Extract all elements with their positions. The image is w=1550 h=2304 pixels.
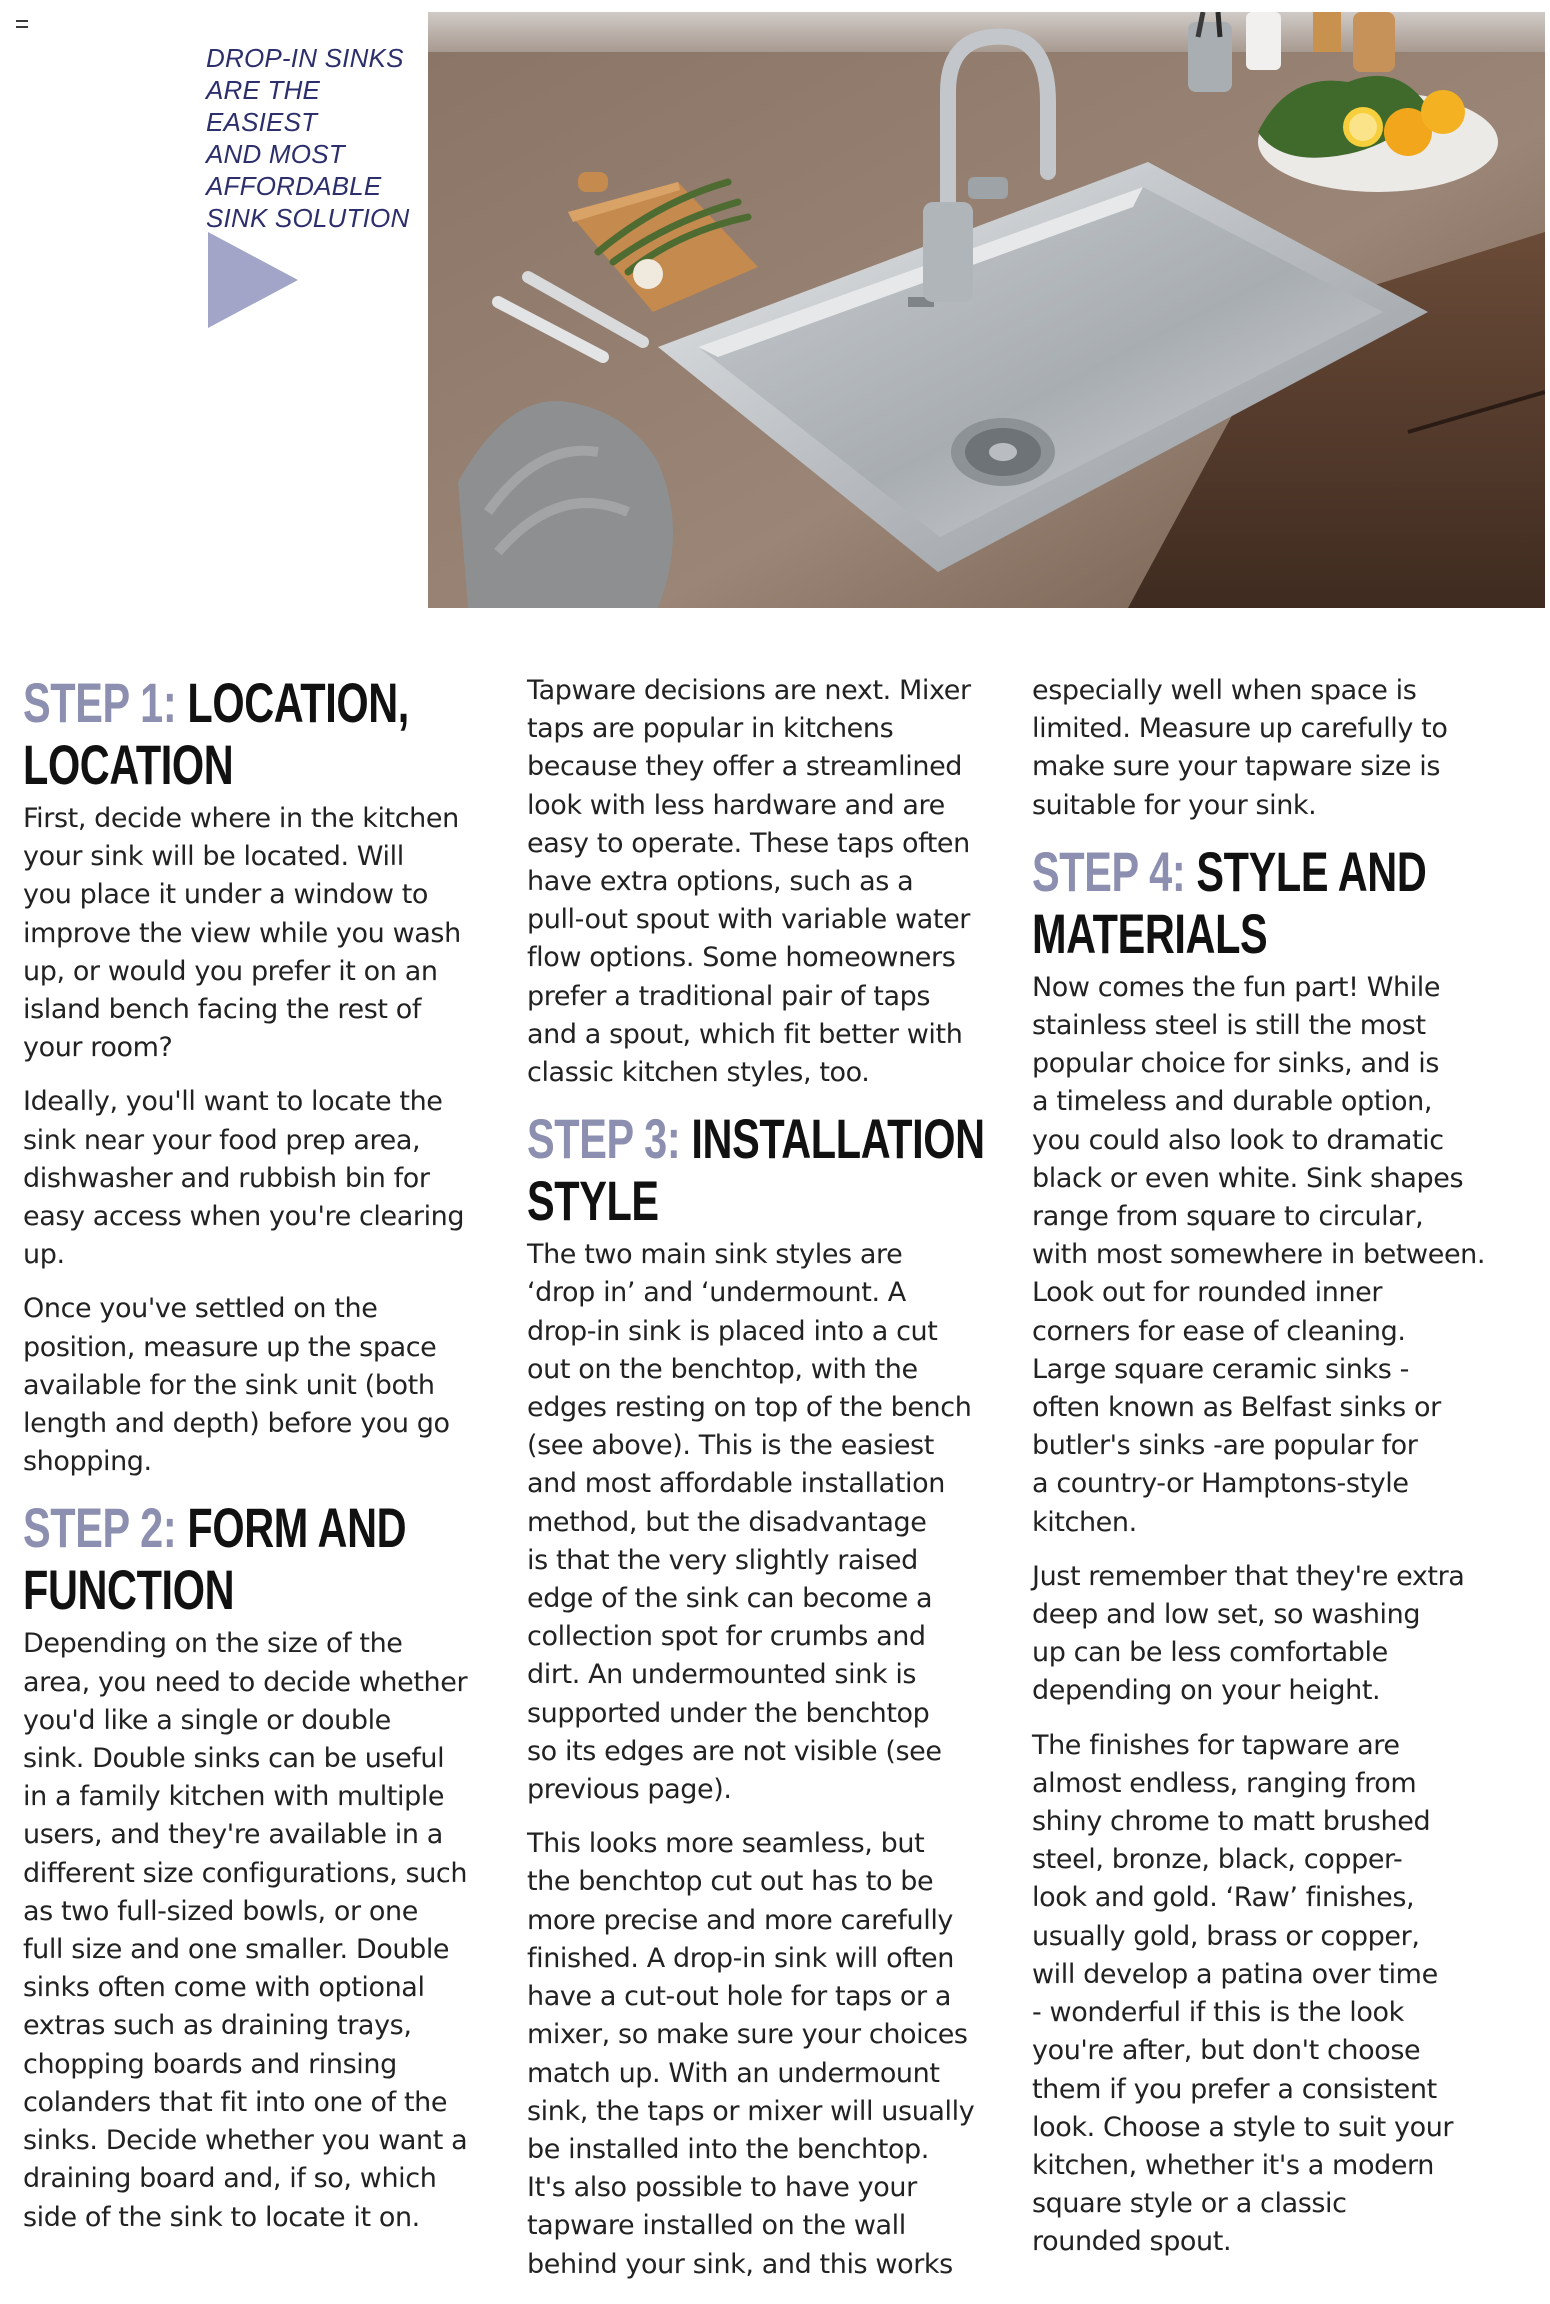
step-title: FUNCTION — [23, 1558, 235, 1622]
column-2 — [527, 672, 1012, 2300]
text-line: ‘drop in’ and ‘undermount. A — [527, 1277, 906, 1309]
text-line: deep and low set, so washing — [1032, 1599, 1421, 1631]
column-1 — [23, 672, 495, 2253]
play-arrow-icon — [206, 230, 301, 330]
step-2-heading — [23, 1497, 495, 1621]
text-line: kitchen, whether it's a modern — [1032, 2149, 1434, 2181]
text-line: different size configurations, such — [23, 1857, 468, 1889]
text-line: steel, bronze, black, copper- — [1032, 1844, 1403, 1876]
text-line: them if you prefer a consistent — [1032, 2073, 1437, 2105]
text-line: It's also possible to have your — [527, 2172, 917, 2204]
text-line: flow options. Some homeowners — [527, 942, 956, 974]
paragraph — [1032, 969, 1527, 1542]
text-line: pull-out spout with variable water — [527, 904, 971, 936]
paragraph — [527, 672, 1012, 1092]
photo-caption — [206, 42, 426, 234]
text-line: usually gold, brass or copper, — [1032, 1920, 1420, 1952]
step-1-heading — [23, 672, 495, 796]
step-4-heading — [1032, 841, 1527, 965]
text-line: shopping. — [23, 1446, 152, 1478]
text-line: This looks more seamless, but — [527, 1828, 925, 1860]
text-line: Once you've settled on the — [23, 1293, 378, 1325]
text-line: length and depth) before you go — [23, 1408, 450, 1440]
text-line: popular choice for sinks, and is — [1032, 1048, 1440, 1080]
text-line: the benchtop cut out has to be — [527, 1866, 934, 1898]
paragraph — [1032, 1727, 1527, 2262]
text-line: collection spot for crumbs and — [527, 1621, 926, 1653]
text-line: full size and one smaller. Double — [23, 1934, 450, 1966]
text-line: is that the very slightly raised — [527, 1544, 918, 1576]
text-line: as two full-sized bowls, or one — [23, 1895, 418, 1927]
paragraph — [23, 800, 495, 1067]
text-line: butler's sinks -are popular for — [1032, 1430, 1418, 1462]
text-line: you place it under a window to — [23, 879, 428, 911]
text-line: and most affordable installation — [527, 1468, 945, 1500]
paragraph — [23, 1290, 495, 1481]
text-line: available for the sink unit (both — [23, 1369, 435, 1401]
text-line: chopping boards and rinsing — [23, 2048, 397, 2080]
paragraph — [23, 1625, 495, 2236]
text-line: users, and they're available in a — [23, 1819, 443, 1851]
text-line: dirt. An undermounted sink is — [527, 1659, 917, 1691]
step-title: INSTALLATION — [691, 1107, 985, 1171]
text-line: sinks often come with optional — [23, 1972, 425, 2004]
text-line: improve the view while you wash — [23, 917, 461, 949]
text-line: sink. Double sinks can be useful — [23, 1743, 445, 1775]
step-title: FORM AND — [187, 1496, 407, 1560]
text-line: easy to operate. These taps often — [527, 827, 970, 859]
text-line: Depending on the size of the — [23, 1628, 403, 1660]
text-line: your sink will be located. Will — [23, 841, 404, 873]
text-line: often known as Belfast sinks or — [1032, 1392, 1441, 1424]
step-3-heading — [527, 1108, 1012, 1232]
text-line: up can be less comfortable — [1032, 1637, 1388, 1669]
text-line: more precise and more carefully — [527, 1904, 953, 1936]
text-line: look. Choose a style to suit your — [1032, 2111, 1454, 2143]
text-line: extras such as draining trays, — [23, 2010, 412, 2042]
text-line: method, but the disadvantage — [527, 1506, 927, 1538]
text-line: tapware installed on the wall — [527, 2210, 906, 2242]
text-line: rounded spout. — [1032, 2226, 1232, 2258]
text-line: supported under the benchtop — [527, 1697, 930, 1729]
text-line: The two main sink styles are — [527, 1239, 903, 1271]
text-line: drop-in sink is placed into a cut — [527, 1315, 938, 1347]
text-line: previous page). — [527, 1774, 732, 1806]
text-line: colanders that fit into one of the — [23, 2086, 448, 2118]
text-line: have extra options, such as a — [527, 866, 914, 898]
step-title: STYLE — [527, 1169, 659, 1233]
text-line: Large square ceramic sinks - — [1032, 1353, 1409, 1385]
caption-line: ARE THE EASIEST — [206, 75, 321, 137]
step-number: STEP 4: — [1032, 839, 1186, 903]
text-line: - wonderful if this is the look — [1032, 1997, 1404, 2029]
text-line: be installed into the benchtop. — [527, 2133, 929, 2165]
text-line: look and gold. ‘Raw’ finishes, — [1032, 1882, 1415, 1914]
text-line: Ideally, you'll want to locate the — [23, 1086, 443, 1118]
text-line: Just remember that they're extra — [1032, 1560, 1465, 1592]
step-title: STYLE AND — [1196, 839, 1427, 903]
text-line: position, measure up the space — [23, 1331, 437, 1363]
text-line: sinks. Decide whether you want a — [23, 2125, 468, 2157]
text-line: Look out for rounded inner — [1032, 1277, 1383, 1309]
caption-line: AND MOST — [206, 139, 345, 169]
text-line: range from square to circular, — [1032, 1201, 1424, 1233]
text-line: your room? — [23, 1032, 173, 1064]
text-line: finished. A drop-in sink will often — [527, 1942, 954, 1974]
text-line: especially well when space is — [1032, 675, 1417, 706]
column-3 — [1032, 672, 1527, 2278]
text-line: shiny chrome to matt brushed — [1032, 1806, 1431, 1838]
text-line: make sure your tapware size is — [1032, 751, 1440, 783]
text-line: First, decide where in the kitchen — [23, 803, 459, 834]
text-line: with most somewhere in between. — [1032, 1239, 1486, 1271]
text-line: a country-or Hamptons-style — [1032, 1468, 1409, 1500]
text-line: black or even white. Sink shapes — [1032, 1162, 1464, 1194]
text-line: classic kitchen styles, too. — [527, 1057, 870, 1089]
text-line: (see above). This is the easiest — [527, 1430, 934, 1462]
text-line: corners for ease of cleaning. — [1032, 1315, 1406, 1347]
text-line: edge of the sink can become a — [527, 1583, 933, 1615]
paragraph — [1032, 1558, 1527, 1711]
text-line: sink, the taps or mixer will usually — [527, 2095, 975, 2127]
text-line: and a spout, which fit better with — [527, 1018, 963, 1050]
text-line: match up. With an undermount — [527, 2057, 940, 2089]
paragraph — [527, 1236, 1012, 1809]
text-line: side of the sink to locate it on. — [23, 2201, 420, 2233]
text-line: easy access when you're clearing — [23, 1201, 465, 1233]
text-line: a timeless and durable option, — [1032, 1086, 1433, 1118]
text-line: almost endless, ranging from — [1032, 1767, 1417, 1799]
text-line: you're after, but don't choose — [1032, 2035, 1421, 2067]
menu-marker — [16, 20, 28, 28]
text-line: depending on your height. — [1032, 1675, 1381, 1707]
text-line: you'd like a single or double — [23, 1704, 391, 1736]
step-title: MATERIALS — [1032, 901, 1268, 965]
text-line: so its edges are not visible (see — [527, 1735, 942, 1767]
step-title: LOCATION, — [187, 671, 409, 734]
caption-line: SINK SOLUTION — [206, 203, 410, 233]
text-line: up. — [23, 1239, 65, 1271]
text-line: kitchen. — [1032, 1506, 1137, 1538]
text-line: taps are popular in kitchens — [527, 713, 894, 745]
step-number: STEP 2: — [23, 1496, 177, 1560]
text-line: because they offer a streamlined — [527, 751, 963, 783]
text-line: stainless steel is still the most — [1032, 1010, 1426, 1042]
text-line: area, you need to decide whether — [23, 1666, 468, 1698]
text-line: behind your sink, and this works — [527, 2248, 953, 2280]
text-line: in a family kitchen with multiple — [23, 1781, 445, 1813]
text-line: sink near your food prep area, — [23, 1124, 421, 1156]
step-title: LOCATION — [23, 733, 234, 796]
text-line: island bench facing the rest of — [23, 994, 421, 1026]
text-line: have a cut-out hole for taps or a — [527, 1981, 952, 2013]
caption-line: AFFORDABLE — [206, 171, 382, 201]
text-line: out on the benchtop, with the — [527, 1353, 918, 1385]
text-line: square style or a classic — [1032, 2188, 1347, 2220]
text-line: Tapware decisions are next. Mixer — [527, 675, 971, 706]
text-line: you could also look to dramatic — [1032, 1124, 1444, 1156]
paragraph — [23, 1083, 495, 1274]
paragraph — [1032, 672, 1527, 825]
text-line: draining board and, if so, which — [23, 2163, 437, 2195]
text-line: suitable for your sink. — [1032, 789, 1317, 821]
text-line: Now comes the fun part! While — [1032, 971, 1441, 1003]
text-line: up, or would you prefer it on an — [23, 955, 438, 987]
step-number: STEP 3: — [527, 1107, 681, 1171]
kitchen-sink-photo — [428, 12, 1545, 608]
text-line: will develop a patina over time — [1032, 1958, 1438, 1990]
caption-line: DROP-IN SINKS — [206, 43, 404, 73]
text-line: mixer, so make sure your choices — [527, 2019, 968, 2051]
text-line: dishwasher and rubbish bin for — [23, 1162, 430, 1194]
text-line: prefer a traditional pair of taps — [527, 980, 931, 1012]
text-line: limited. Measure up carefully to — [1032, 713, 1448, 745]
paragraph — [527, 1825, 1012, 2283]
text-line: look with less hardware and are — [527, 789, 945, 821]
text-line: edges resting on top of the bench — [527, 1392, 972, 1424]
text-line: The finishes for tapware are — [1032, 1729, 1400, 1761]
step-number: STEP 1: — [23, 671, 177, 734]
